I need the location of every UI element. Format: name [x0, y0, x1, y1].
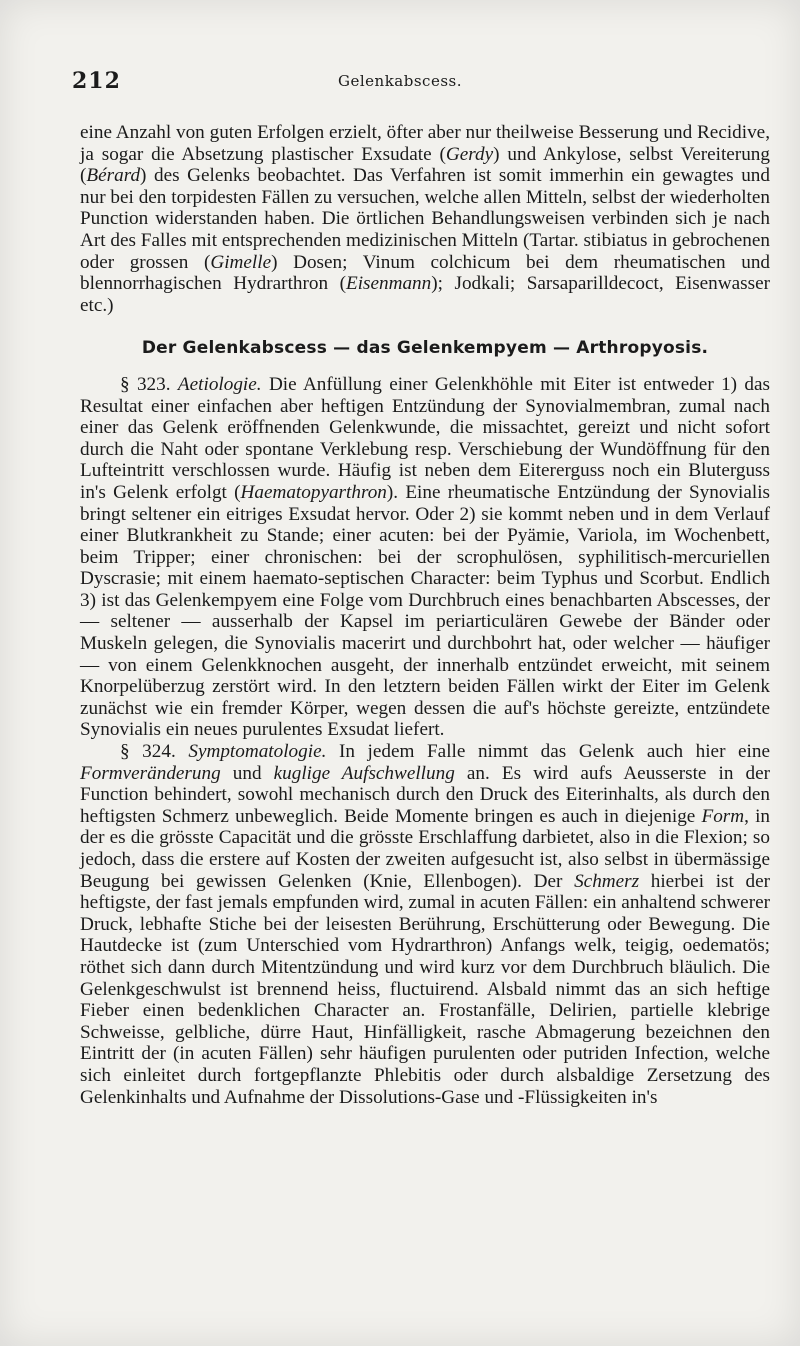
- author-name: Gerdy: [445, 143, 494, 165]
- section-number: § 323.: [120, 373, 171, 395]
- author-name: Bérard: [86, 165, 141, 187]
- author-name: Gimelle: [210, 251, 272, 273]
- section-323: § 323. Aetiologie. Die Anfüllung einer Gelenkhöhle mit Eiter ist entweder 1) das Resultat einer einfachen aber heftigen Entzündung der Synovialmembran, zumal nach einer das Gelenk eröffnenden Gelenkwunde, die missachtet, gereizt und nicht sofort durch die Naht oder spontane Verklebung resp. Verschiebung der Wundöffnung für den Lufteintritt verschlossen wurde. Häufig ist neben dem Eitererguss noch ein Bluterguss in's Gelenk erfolgt (Haematopyarthron). Eine rheumatische Entzündung der Synovialis bringt seltener ein eitriges Exsudat hervor. Oder 2) sie kommt neben und in dem Verlauf einer Blutkrankheit zu Stande; einer acuten: bei der Pyämie, Variola, im Wochenbett, beim Tripper; einer chronischen: bei der scrophulösen, syphilitisch-mercuriellen Dyscrasie; mit einem haemato-septischen Character: beim Typhus und Scorbut. Endlich 3) ist das Gelenkempyem eine Folge vom Durchbruch eines benachbarten Abscesses, der — seltener — ausserhalb der Kapsel im periarticulären Gewebe der Bänder oder Muskeln gelegen, die Synovialis macerirt und durchbohrt hat, oder welcher — häufiger — von einem Gelenkknochen ausgeht, der innerhalb entzündet erweicht, mit seinem Knorpelüberzug zerstört wird. In den letztern beiden Fällen wirkt der Eiter im Gelenk zunächst wie ein fremder Körper, wegen dessen die auf's höchste gereizte, entzündete Synovialis ein neues purulentes Exsudat liefert.: [80, 373, 771, 741]
- author-name: Eisenmann: [345, 273, 432, 295]
- section-heading: Der Gelenkabscess — das Gelenkempyem — Arthropyosis.: [141, 338, 709, 359]
- running-head: Gelenkabscess.: [338, 72, 462, 90]
- section-324: § 324. Symptomatologie. In jedem Falle nimmt das Gelenk auch hier eine Formveränderung und kuglige Aufschwellung an. Es wird aufs Aeusserste in der Function behindert, sowohl mechanisch durch den Druck des Eiterinhalts, als durch den heftigsten Schmerz unbeweglich. Beide Momente bringen es auch in diejenige Form, in der es die grösste Capacität und die grösste Erschlaffung darbietet, also in die Flexion; so jedoch, dass die erstere auf Kosten der zweiten aufgesucht ist, also selbst in übermässige Beugung bei gewissen Gelenken (Knie, Ellenbogen). Der Schmerz hierbei ist der heftigste, der fast jemals empfunden wird, zumal in acuten Fällen: ein anhaltend schwerer Druck, lebhafte Stiche bei der leisesten Berührung, Erschütterung oder Bewegung. Die Hautdecke ist (zum Unterschied vom Hydrarthron) Anfangs welk, teigig, oedematös; röthet sich dann durch Mitentzündung und wird kurz vor dem Durchbruch bläulich. Die Gelenkgeschwulst ist brennend heiss, fluctuirend. Alsbald nimmt das an sich heftige Fieber einen bedenklichen Character an. Frostanfälle, Delirien, partielle klebrige Schweisse, gelbliche, dürre Haut, Hinfälligkeit, rasche Abmagerung bezeichnen den Eintritt der (in acuten Fällen) sehr häufigen purulenten oder putriden Infection, welche sich einleitet durch fortgepflanzte Phlebitis oder durch alsbaldige Zersetzung des Gelenkinhalts und Aufnahme der Dissolutions-Gase und -Flüssigkeiten in's: [80, 741, 771, 1108]
- section-title: Symptomatologie.: [188, 741, 327, 763]
- page-number: 212: [72, 68, 121, 94]
- section-title: Aetiologie.: [177, 373, 262, 395]
- page-body: [80, 122, 770, 1108]
- paragraph-continued: eine Anzahl von guten Erfolgen erzielt, öfter aber nur theilweise Besserung und Recidive, ja sogar die Absetzung plastischer Exsudate (Gerdy) und Ankylose, selbst Vereiterung (Bérard) des Gelenks beobachtet. Das Verfahren ist somit immerhin ein gewagtes und nur bei den torpidesten Fällen zu versuchen, welche allen Mitteln, selbst der wiederholten Punction widerstanden haben. Die örtlichen Behandlungsweisen verbinden sich je nach Art des Falles mit entsprechenden medizinischen Mitteln (Tartar. stibiatus in gebrochenen oder grossen (Gimelle) Dosen; Vinum colchicum bei dem rheumatischen und blennorrhagischen Hydrarthron (Eisenmann); Jodkali; Sarsaparilldecoct, Eisenwasser etc.): [80, 122, 771, 316]
- section-number: § 324.: [120, 741, 176, 763]
